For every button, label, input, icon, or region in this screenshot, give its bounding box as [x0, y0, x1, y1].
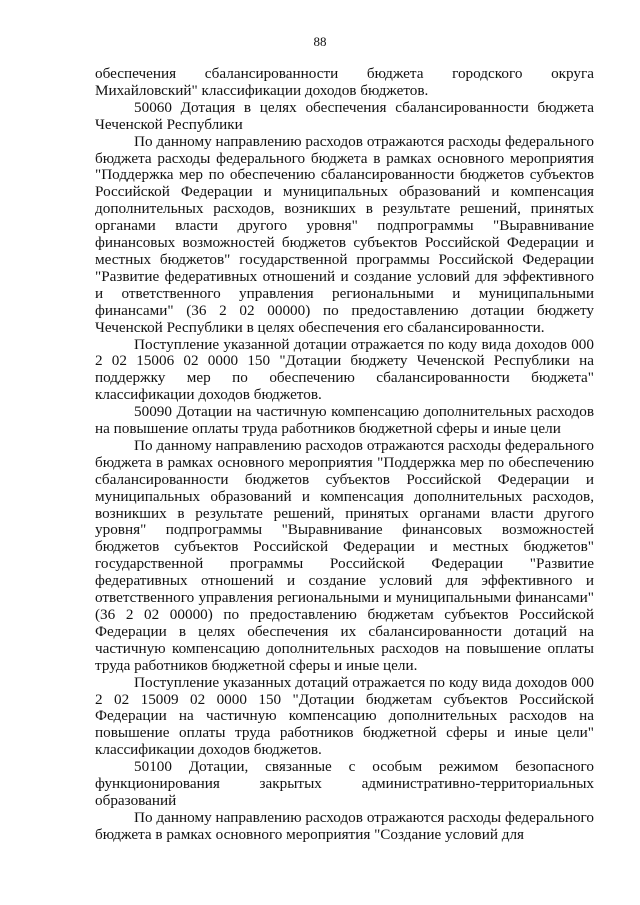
paragraph-2-heading-50060: 50060 Дотация в целях обеспечения сбалансированности бюджета Чеченской Республики	[95, 98, 594, 133]
document-body	[95, 66, 594, 844]
paragraph-9: По данному направлению расходов отражаются расходы федерального бюджета в рамках основного мероприятия "Создание условий для	[95, 808, 594, 843]
paragraph-3: По данному направлению расходов отражаются расходы федерального бюджета расходы федерального бюджета в рамках основного мероприятия "Поддержка мер по обеспечению сбалансированности бюджетов субъектов Российской Федерации и муниципальных образований и компенсация дополнительных расходов, возникших в результате решений, принятых органами власти другого уровня" подпрограммы "Выравнивание финансовых возможностей бюджетов субъектов Российской Федерации и местных бюджетов" государственной программы Российской Федерации "Развитие федеративных отношений и создание условий для эффективного и ответственного управления региональными и муниципальными финансами" (36 2 02 00000) по предоставлению дотации бюджету Чеченской Республики в целях обеспечения его сбалансированности.	[95, 132, 594, 336]
paragraph-1: обеспечения сбалансированности бюджета городского округа Михайловский" классификации доходов бюджетов.	[95, 65, 594, 99]
paragraph-8-heading-50100: 50100 Дотации, связанные с особым режимом безопасного функционирования закрытых административно-территориальных образований	[95, 758, 594, 809]
page-number: 88	[313, 34, 327, 49]
paragraph-7: Поступление указанных дотаций отражается по коду вида доходов 000 2 02 15009 02 0000 150 "Дотации бюджетам субъектов Российской Федерации на частичную компенсацию дополнительных расходов на повышение оплаты труда работников бюджетной сферы и иные цели" классификации доходов бюджетов.	[95, 673, 594, 759]
paragraph-4: Поступление указанной дотации отражается по коду вида доходов 000 2 02 15006 02 0000 150 "Дотации бюджету Чеченской Республики на поддержку мер по обеспечению сбалансированности бюджета" классификации доходов бюджетов.	[95, 335, 594, 404]
paragraph-6: По данному направлению расходов отражаются расходы федерального бюджета в рамках основного мероприятия "Поддержка мер по обеспечению сбалансированности бюджетов субъектов Российской Федерации и муниципальных образований и компенсация дополнительных расходов, возникших в результате решений, принятых органами власти другого уровня" подпрограммы "Выравнивание финансовых возможностей бюджетов субъектов Российской Федерации и местных бюджетов" государственной программы Российской Федерации "Развитие федеративных отношений и создание условий для эффективного и ответственного управления региональными и муниципальными финансами" (36 2 02 00000) по предоставлению бюджетам субъектов Российской Федерации в целях обеспечения их сбалансированности дотаций на частичную компенсацию дополнительных расходов на повышение оплаты труда работников бюджетной сферы и иные цели.	[95, 436, 594, 674]
paragraph-5-heading-50090: 50090 Дотации на частичную компенсацию дополнительных расходов на повышение оплаты труда работников бюджетной сферы и иные цели	[95, 403, 594, 438]
